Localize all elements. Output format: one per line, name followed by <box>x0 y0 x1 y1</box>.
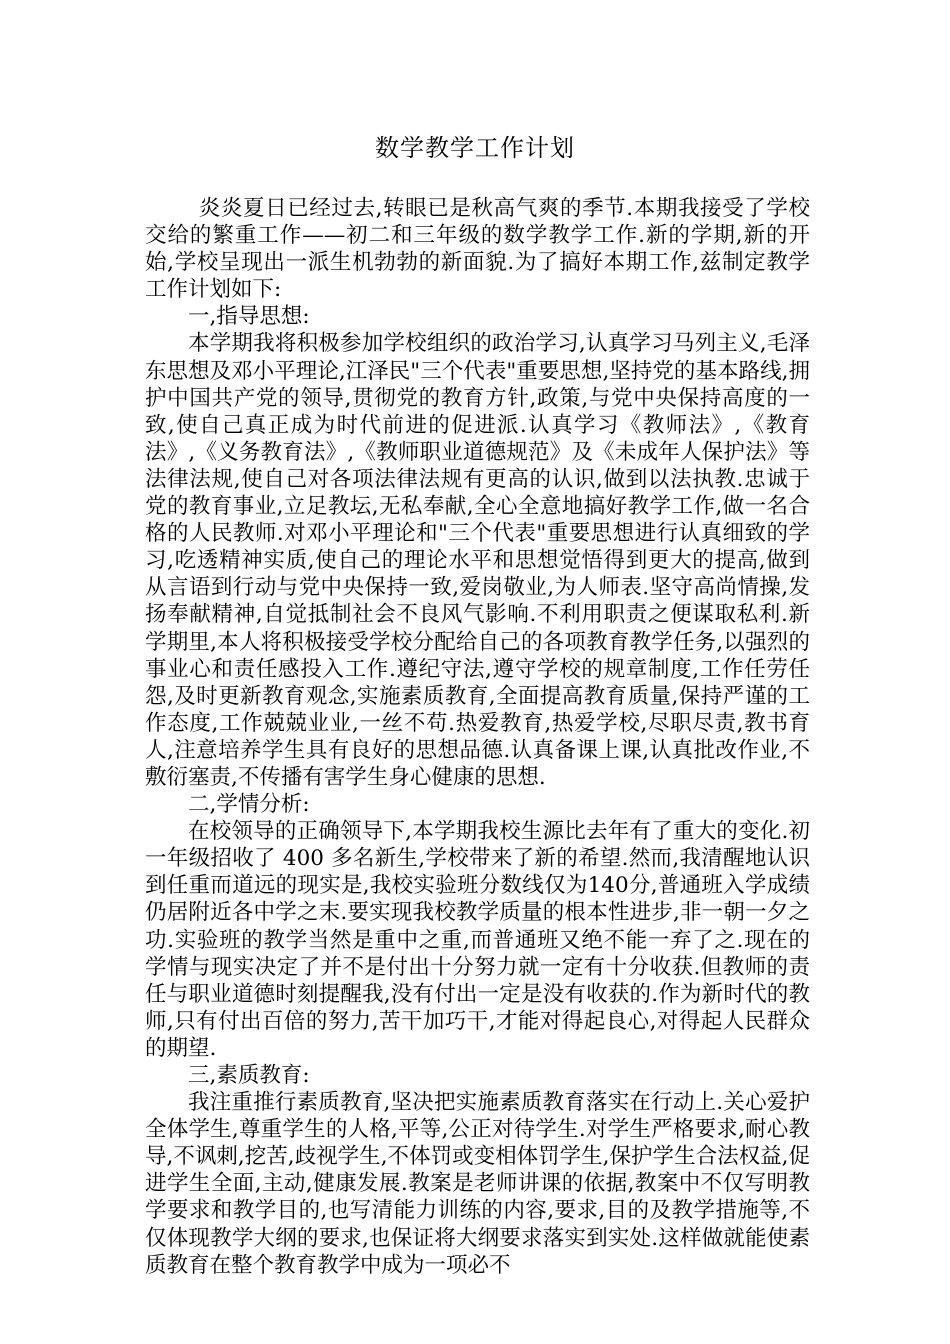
section-heading-guiding-ideology: 一,指导思想: <box>188 304 310 330</box>
section-body-quality-education: 我注重推行素质教育,坚决把实施素质教育落实在行动上.关心爱护全体学生,尊重学生的人格,平等,公正对待学生.对学生严格要求,耐心教导,不讽刺,挖苦,歧视学生,不体罚或变相体罚学生,保护学生合法权益,促进学生全面,主动,健康发展.教案是老师讲课的依据,教案中不仅写明教学要求和教学目的,也写清能力训练的内容,要求,目的及教学措施等,不仅体现教学大纲的要求,也保证将大纲要求落实到实处.这样做就能使素质教育在整个教育教学中成为一项必不 <box>145 1090 810 1278</box>
section-heading-student-analysis: 二,学情分析: <box>188 792 310 818</box>
intro-paragraph: 炎炎夏日已经过去,转眼已是秋高气爽的季节.本期我接受了学校交给的繁重工作——初二和三年级的数学教学工作.新的学期,新的开始,学校呈现出一派生机勃勃的新面貌.为了搞好本期工作,兹制定教学工作计划如下: <box>145 196 810 303</box>
section-body-guiding-ideology: 本学期我将积极参加学校组织的政治学习,认真学习马列主义,毛泽东思想及邓小平理论,江泽民"三个代表"重要思想,坚持党的基本路线,拥护中国共产党的领导,贯彻党的教育方针,政策,与党中央保持高度的一致,使自己真正成为时代前进的促进派.认真学习《教师法》,《教育法》,《义务教育法》,《教师职业道德规范》及《未成年人保护法》等法律法规,使自己对各项法律法规有更高的认识,做到以法执教.忠诚于党的教育事业,立足教坛,无私奉献,全心全意地搞好教学工作,做一名合格的人民教师.对邓小平理论和"三个代表"重要思想进行认真细致的学习,吃透精神实质,使自己的理论水平和思想觉悟得到更大的提高,做到从言语到行动与党中央保持一致,爱岗敬业,为人师表.坚守高尚情操,发扬奉献精神,自觉抵制社会不良风气影响.不利用职责之便谋取私利.新学期里,本人将积极接受学校分配给自己的各项教育教学任务,以强烈的事业心和责任感投入工作.遵纪守法,遵守学校的规章制度,工作任劳任怨,及时更新教育观念,实施素质教育,全面提高教育质量,保持严谨的工作态度,工作兢兢业业,一丝不苟.热爱教育,热爱学校,尽职尽责,教书育人,注意培养学生具有良好的思想品德.认真备课上课,认真批改作业,不敷衍塞责,不传播有害学生身心健康的思想. <box>145 331 810 790</box>
section-body-student-analysis: 在校领导的正确领导下,本学期我校生源比去年有了重大的变化.初一年级招收了 400 多名新生,学校带来了新的希望.然而,我清醒地认识到任重而道远的现实是,我校实验班分数线仅为140分,普通班入学成绩仍居附近各中学之末.要实现我校教学质量的根本性进步,非一朝一夕之功.实验班的教学当然是重中之重,而普通班又绝不能一弃了之.现在的学情与现实决定了并不是付出十分努力就一定有十分收获.但教师的责任与职业道德时刻提醒我,没有付出一定是没有收获的.作为新时代的教师,只有付出百倍的努力,苦干加巧干,才能对得起良心,对得起人民群众的期望. <box>145 819 810 1061</box>
document-title: 数学教学工作计划 <box>375 134 575 162</box>
section-heading-quality-education: 三,素质教育: <box>188 1063 310 1088</box>
document-body <box>145 195 810 1279</box>
